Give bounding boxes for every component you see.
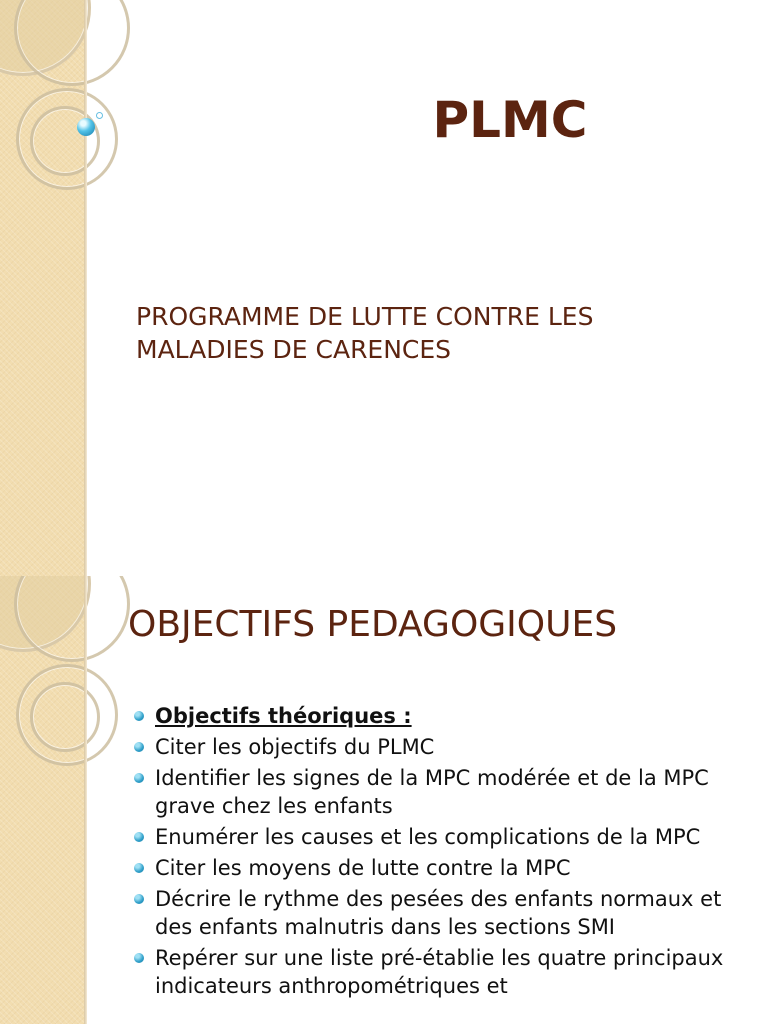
list-item-text: Enumérer les causes et les complications de la MPC [155,825,701,849]
list-item-text: Décrire le rythme des pesées des enfants normaux et des enfants malnutris dans les sections SMI [155,887,722,939]
slide-title: PLMC [432,91,588,149]
decorative-ring [30,106,100,176]
bullet-icon [134,742,144,752]
list-item [134,764,754,820]
list-item-text: Citer les objectifs du PLMC [155,735,435,759]
bullet-icon [134,894,144,904]
list-item-text: Repérer sur une liste pré-établie les quatre principaux indicateurs anthropométriques et [155,946,724,998]
list-item [134,944,754,1000]
list-item [134,733,754,761]
slide-subtitle: PROGRAMME DE LUTTE CONTRE LES MALADIES DE CARENCES [136,302,594,364]
list-item [134,702,754,730]
decorative-side-band [0,576,84,1024]
objectives-list [134,702,754,1003]
section-heading: OBJECTIFS PEDAGOGIQUES [128,604,618,645]
bullet-icon [134,953,144,963]
side-band-edge [84,576,87,1024]
list-item [134,885,754,941]
bullet-icon [134,773,144,783]
slide-2 [0,576,768,1024]
list-item [134,854,754,882]
blue-orb-icon [77,118,95,136]
bullet-icon [134,863,144,873]
small-orb-icon [96,112,103,119]
decorative-side-band [0,0,84,576]
side-band-edge [84,0,87,576]
list-item-text: Objectifs théoriques : [155,704,412,728]
decorative-ring [30,682,100,752]
bullet-icon [134,832,144,842]
list-item-text: Identifier les signes de la MPC modérée et de la MPC grave chez les enfants [155,766,709,818]
bullet-icon [134,711,144,721]
list-item-text: Citer les moyens de lutte contre la MPC [155,856,571,880]
list-item [134,823,754,851]
